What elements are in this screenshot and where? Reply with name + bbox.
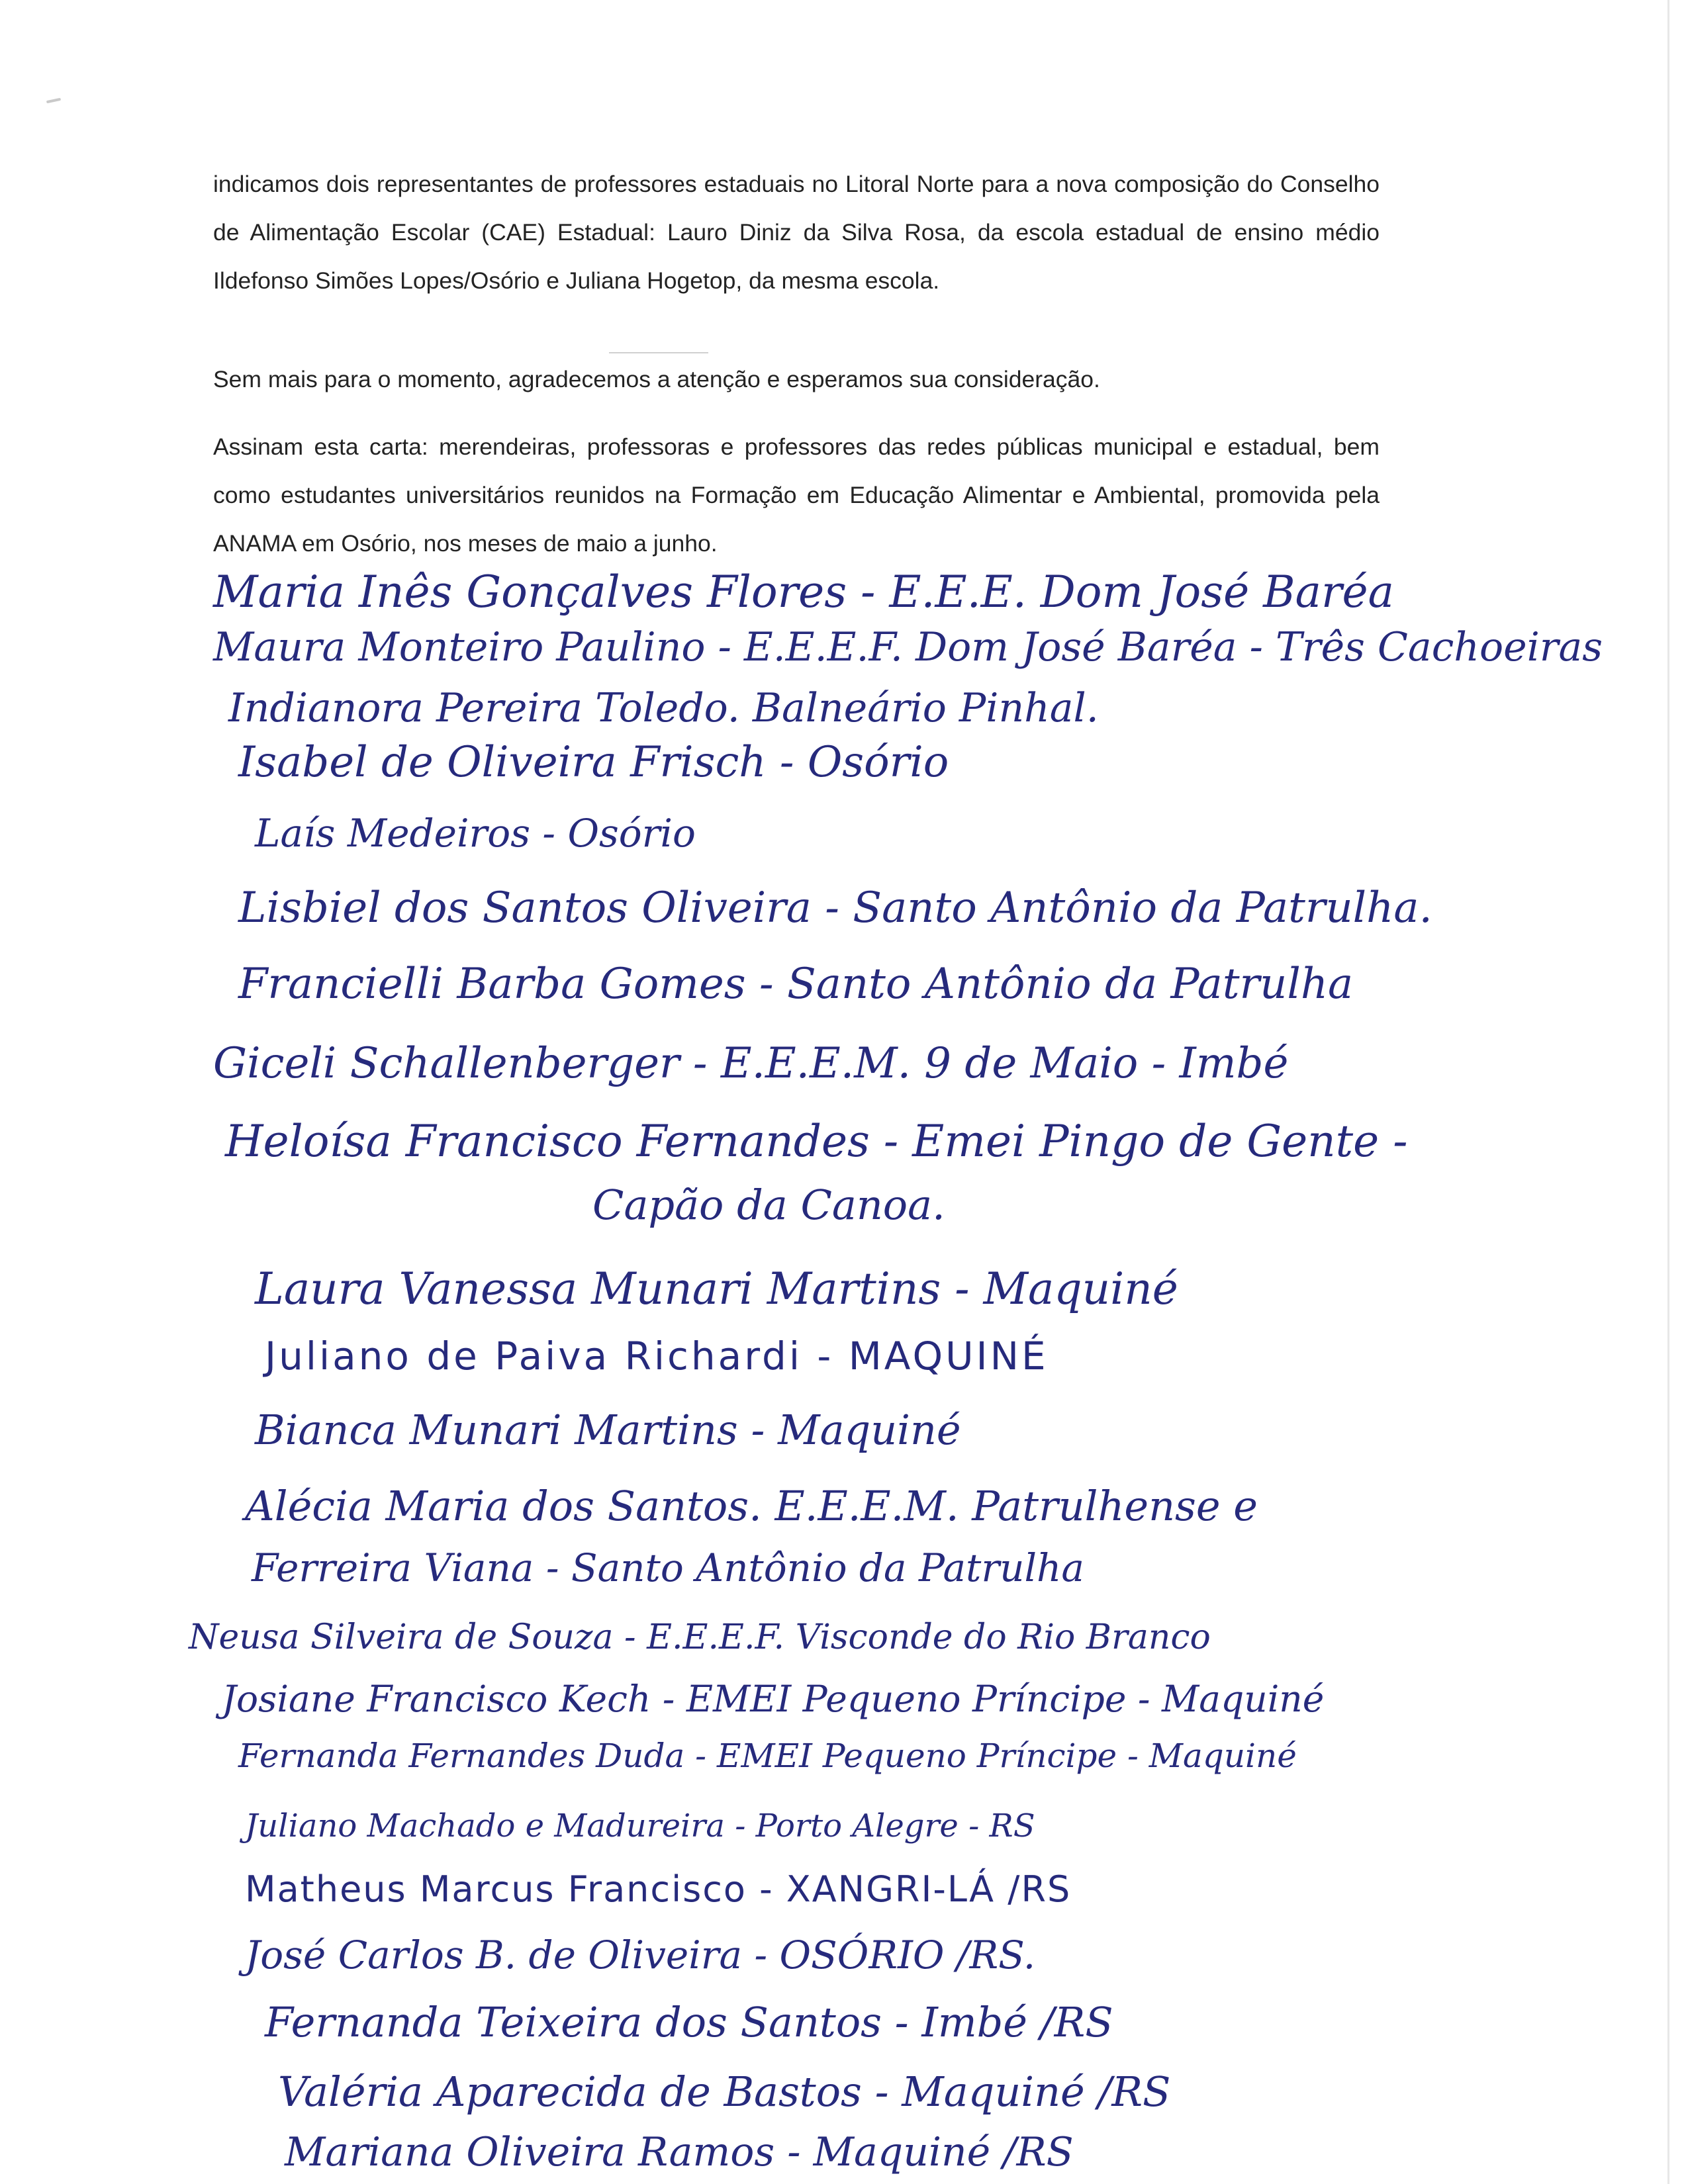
signature-line: Laís Medeiros - Osório [255,811,696,856]
signature-line: Mariana Oliveira Ramos - Maquiné /RS [285,2129,1074,2175]
signature-line: Giceli Schallenberger - E.E.E.M. 9 de Maio - Imbé [213,1039,1289,1088]
signature-line: Fernanda Fernandes Duda - EMEI Pequeno Príncipe - Maquiné [238,1737,1297,1775]
signature-line: Matheus Marcus Francisco - XANGRI-LÁ /RS [245,1868,1072,1910]
page-edge [1667,0,1669,2184]
signature-line: Neusa Silveira de Souza - E.E.E.F. Visconde do Rio Branco [189,1617,1211,1657]
scan-mark [46,98,61,103]
signature-line: Heloísa Francisco Fernandes - Emei Pingo de Gente - [225,1116,1408,1167]
signature-line: Maria Inês Gonçalves Flores - E.E.E. Dom José Baréa [213,567,1394,617]
signature-line: Maura Monteiro Paulino - E.E.E.F. Dom José Baréa - Três Cachoeiras [213,624,1603,670]
signature-line: Ferreira Viana - Santo Antônio da Patrulha [252,1545,1084,1590]
signature-line: José Carlos B. de Oliveira - OSÓRIO /RS. [245,1933,1036,1978]
signature-line: Valéria Aparecida de Bastos - Maquiné /RS [278,2068,1171,2116]
signature-line: Laura Vanessa Munari Martins - Maquiné [255,1263,1178,1314]
signature-line: Alécia Maria dos Santos. E.E.E.M. Patrulhense e [245,1482,1258,1530]
signature-line: Josiane Francisco Kech - EMEI Pequeno Príncipe - Maquiné [222,1678,1325,1720]
signature-line: Fernanda Teixeira dos Santos - Imbé /RS [265,1998,1113,2046]
scan-dash [609,352,708,353]
letter-paragraph-signatories: Assinam esta carta: merendeiras, professoras e professores das redes públicas municipal e estadual, bem como estudantes universitários reunidos na Formação em Educação Alimentar e Ambiental, promovida pela ANAMA em Osório, nos meses de maio a junho. [213,433,1380,557]
signature-line: Indianora Pereira Toledo. Balneário Pinhal. [228,685,1099,731]
letter-paragraph-closing: Sem mais para o momento, agradecemos a atenção e esperamos sua consideração. [213,366,1100,392]
letter-paragraph-representatives: indicamos dois representantes de professores estaduais no Litoral Norte para a nova composição do Conselho de Alimentação Escolar (CAE) Estadual: Lauro Diniz da Silva Rosa, da escola estadual de ensino médio Ildefonso Simões Lopes/Osório e Juliana Hogetop, da mesma escola. [213,171,1380,294]
signature-line: Capão da Canoa. [592,1181,945,1229]
signature-line: Bianca Munari Martins - Maquiné [255,1406,961,1454]
signature-line: Juliano Machado e Madureira - Porto Alegre - RS [245,1807,1035,1844]
signature-line: Francielli Barba Gomes - Santo Antônio da Patrulha [238,960,1354,1009]
signature-line: Isabel de Oliveira Frisch - Osório [238,738,949,787]
signature-line: Lisbiel dos Santos Oliveira - Santo Antônio da Patrulha. [238,884,1432,933]
signature-line: Juliano de Paiva Richardi - MAQUINÉ [265,1334,1049,1379]
